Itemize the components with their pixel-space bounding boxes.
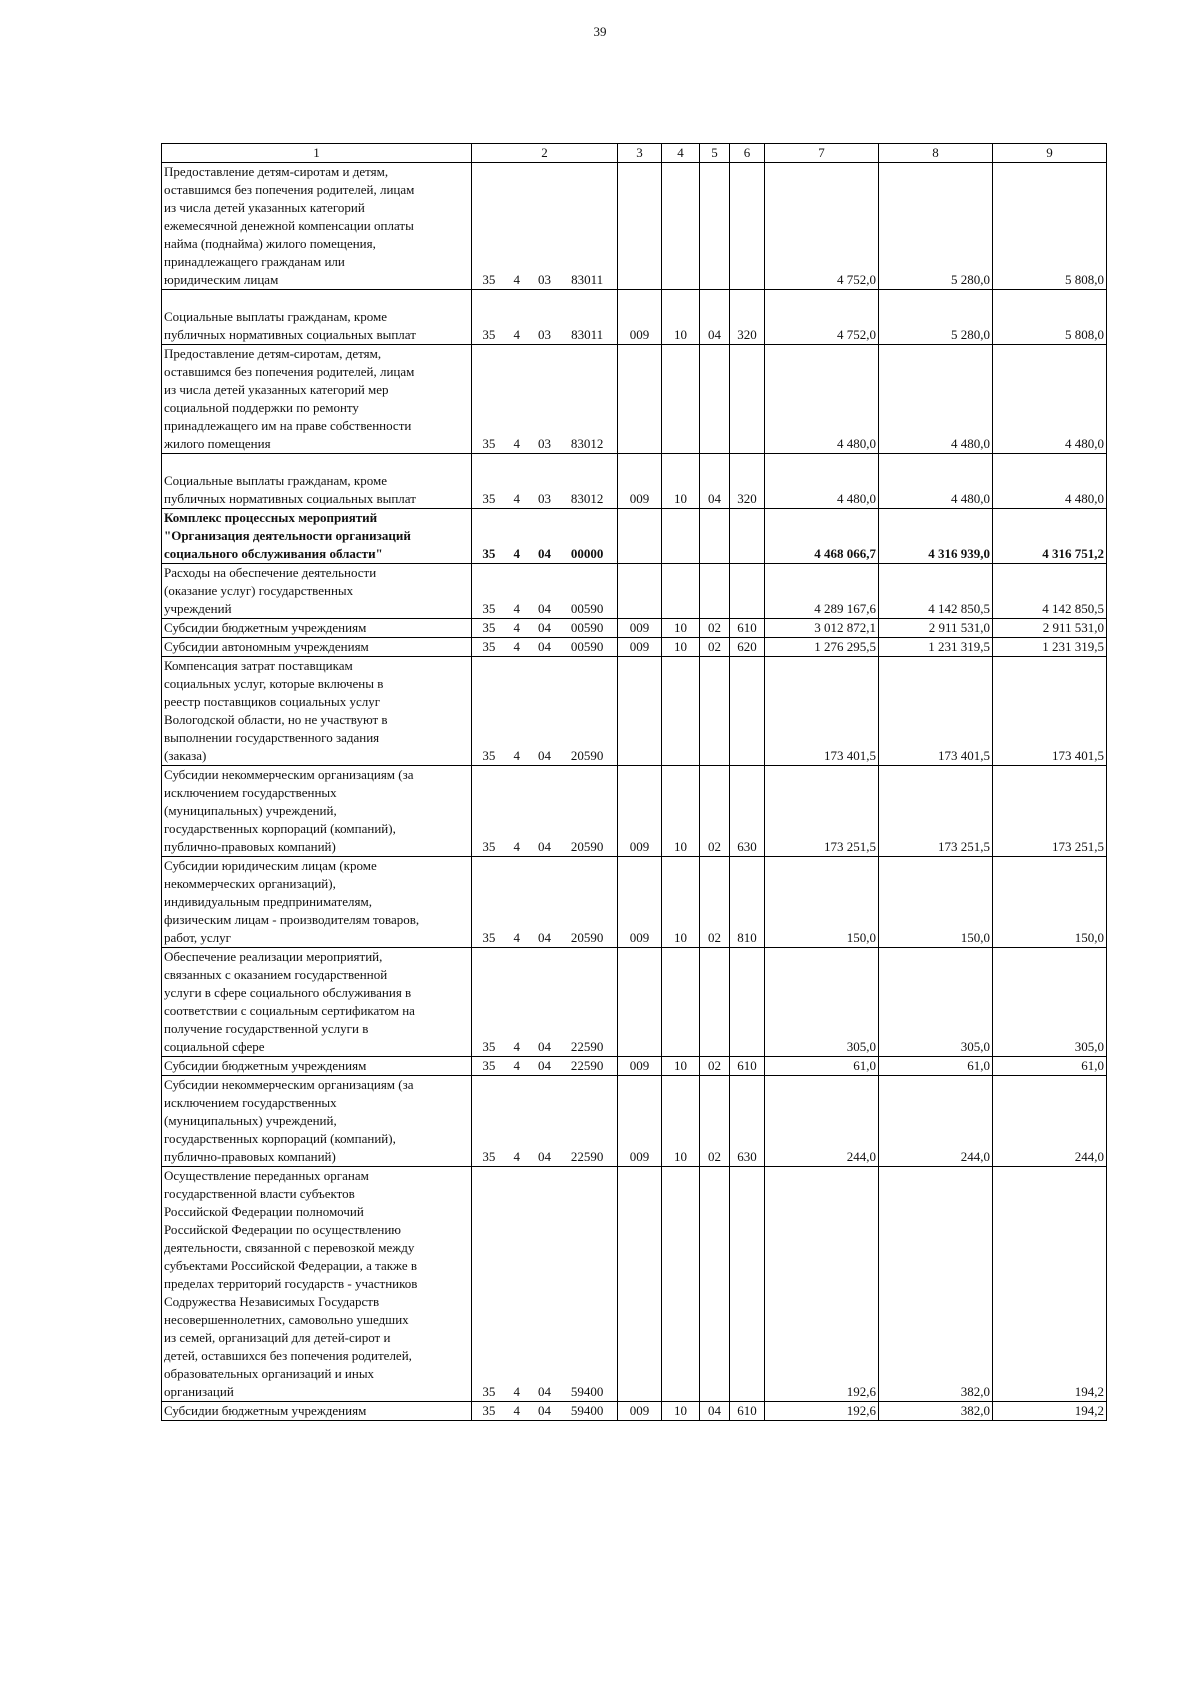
row-code — [472, 509, 618, 564]
row-col-8: 61,0 — [879, 1057, 993, 1076]
row-col-9: 150,0 — [993, 857, 1107, 948]
row-col-3 — [618, 948, 662, 1057]
row-code — [472, 766, 618, 857]
row-col-3: 009 — [618, 638, 662, 657]
code-part: 04 — [537, 1149, 551, 1164]
code-part: 4 — [513, 327, 520, 342]
row-col-8: 4 316 939,0 — [879, 509, 993, 564]
row-col-5: 02 — [700, 766, 730, 857]
code-parts — [474, 490, 615, 508]
row-code — [472, 1057, 618, 1076]
header-col-8: 8 — [879, 144, 993, 163]
row-name: Комплекс процессных мероприятий "Организация деятельности организаций социального обслуживания области" — [162, 509, 472, 564]
code-part: 59400 — [570, 1403, 604, 1418]
row-col-5: 02 — [700, 619, 730, 638]
code-part: 35 — [482, 1039, 496, 1054]
row-col-9: 305,0 — [993, 948, 1107, 1057]
row-col-3 — [618, 1167, 662, 1402]
row-col-4: 10 — [662, 454, 700, 509]
table-row — [162, 1076, 1107, 1167]
row-name: Осуществление переданных органам государственной власти субъектов Российской Федерации полномочий Российской Федерации по осуществлению деятельности, связанной с перевозкой между субъектами Российской Федерации, а также в пределах территорий государств - участников Содружества Независимых Государств несовершеннолетних, самовольно ушедших из семей, организаций для детей-сирот и детей, оставшихся без попечения родителей, образовательных организаций и иных организаций — [162, 1167, 472, 1402]
code-parts — [474, 638, 615, 656]
row-col-8: 382,0 — [879, 1167, 993, 1402]
code-part: 04 — [537, 1384, 551, 1399]
row-col-3: 009 — [618, 1076, 662, 1167]
row-col-9: 244,0 — [993, 1076, 1107, 1167]
row-col-6: 610 — [730, 1057, 765, 1076]
row-col-6 — [730, 657, 765, 766]
row-col-7: 61,0 — [765, 1057, 879, 1076]
row-code — [472, 619, 618, 638]
code-parts — [474, 929, 615, 947]
page-number: 39 — [593, 24, 607, 39]
code-part: 04 — [537, 1403, 551, 1418]
code-part: 03 — [537, 491, 551, 506]
code-part: 04 — [537, 546, 551, 561]
code-part: 83012 — [570, 436, 604, 451]
row-col-7: 173 401,5 — [765, 657, 879, 766]
row-col-4 — [662, 345, 700, 454]
row-code — [472, 564, 618, 619]
row-col-6 — [730, 345, 765, 454]
row-name: Социальные выплаты гражданам, кроме публичных нормативных социальных выплат — [162, 290, 472, 345]
row-col-4: 10 — [662, 1402, 700, 1421]
row-col-8: 5 280,0 — [879, 163, 993, 290]
row-col-8: 173 251,5 — [879, 766, 993, 857]
code-part: 59400 — [570, 1384, 604, 1399]
row-col-9: 2 911 531,0 — [993, 619, 1107, 638]
code-parts — [474, 1402, 615, 1420]
row-col-9: 4 480,0 — [993, 454, 1107, 509]
row-col-7: 244,0 — [765, 1076, 879, 1167]
code-part: 35 — [482, 639, 496, 654]
row-name: Субсидии бюджетным учреждениям — [162, 1402, 472, 1421]
row-col-7: 150,0 — [765, 857, 879, 948]
row-col-5: 02 — [700, 638, 730, 657]
table-row — [162, 857, 1107, 948]
code-part: 00590 — [570, 620, 604, 635]
row-col-8: 173 401,5 — [879, 657, 993, 766]
row-col-4 — [662, 509, 700, 564]
row-name: Субсидии автономным учреждениям — [162, 638, 472, 657]
code-part: 35 — [482, 748, 496, 763]
row-col-6: 810 — [730, 857, 765, 948]
row-code — [472, 638, 618, 657]
row-col-6: 320 — [730, 454, 765, 509]
row-col-6: 630 — [730, 766, 765, 857]
row-col-3: 009 — [618, 857, 662, 948]
row-col-4 — [662, 1167, 700, 1402]
code-part: 4 — [513, 639, 520, 654]
row-name: Расходы на обеспечение деятельности (оказание услуг) государственных учреждений — [162, 564, 472, 619]
row-col-3 — [618, 163, 662, 290]
row-col-3: 009 — [618, 290, 662, 345]
code-part: 4 — [513, 620, 520, 635]
code-parts — [474, 619, 615, 637]
code-part: 03 — [537, 436, 551, 451]
row-col-9: 4 316 751,2 — [993, 509, 1107, 564]
code-part: 83011 — [571, 327, 604, 342]
code-part: 4 — [513, 601, 520, 616]
row-col-5: 04 — [700, 290, 730, 345]
row-col-9: 4 480,0 — [993, 345, 1107, 454]
code-parts — [474, 1057, 615, 1075]
code-part: 20590 — [570, 748, 604, 763]
row-col-4: 10 — [662, 290, 700, 345]
row-col-8: 244,0 — [879, 1076, 993, 1167]
row-col-6 — [730, 1167, 765, 1402]
row-col-7: 305,0 — [765, 948, 879, 1057]
code-parts — [474, 838, 615, 856]
code-part: 03 — [537, 327, 551, 342]
code-part: 04 — [537, 1039, 551, 1054]
row-code — [472, 345, 618, 454]
row-code — [472, 857, 618, 948]
table-row — [162, 290, 1107, 345]
header-col-7: 7 — [765, 144, 879, 163]
code-part: 4 — [513, 1384, 520, 1399]
row-col-9: 61,0 — [993, 1057, 1107, 1076]
row-col-9: 1 231 319,5 — [993, 638, 1107, 657]
row-col-9: 194,2 — [993, 1167, 1107, 1402]
row-name: Субсидии бюджетным учреждениям — [162, 1057, 472, 1076]
code-parts — [474, 1038, 615, 1056]
code-part: 35 — [482, 1384, 496, 1399]
row-name: Субсидии некоммерческим организациям (за исключением государственных (муниципальных) учреждений, государственных корпораций (компаний), публично-правовых компаний) — [162, 766, 472, 857]
row-col-7: 4 752,0 — [765, 290, 879, 345]
row-col-4: 10 — [662, 619, 700, 638]
row-col-4: 10 — [662, 766, 700, 857]
table-row — [162, 638, 1107, 657]
budget-table — [161, 143, 1107, 1421]
code-part: 4 — [513, 748, 520, 763]
code-parts — [474, 600, 615, 618]
code-parts — [474, 545, 615, 563]
code-part: 22590 — [570, 1058, 604, 1073]
code-part: 4 — [513, 1058, 520, 1073]
code-parts — [474, 747, 615, 765]
header-col-4: 4 — [662, 144, 700, 163]
header-col-1: 1 — [162, 144, 472, 163]
code-part: 35 — [482, 491, 496, 506]
row-col-7: 4 468 066,7 — [765, 509, 879, 564]
row-col-9: 173 401,5 — [993, 657, 1107, 766]
table-row — [162, 163, 1107, 290]
code-part: 4 — [513, 272, 520, 287]
row-name: Социальные выплаты гражданам, кроме публичных нормативных социальных выплат — [162, 454, 472, 509]
code-part: 04 — [537, 930, 551, 945]
row-col-4 — [662, 948, 700, 1057]
row-name: Субсидии юридическим лицам (кроме некоммерческих организаций), индивидуальным предпринимателям, физическим лицам - производителям товаров, работ, услуг — [162, 857, 472, 948]
code-part: 00590 — [570, 601, 604, 616]
row-col-6: 610 — [730, 619, 765, 638]
row-col-5 — [700, 948, 730, 1057]
row-col-7: 4 289 167,6 — [765, 564, 879, 619]
code-parts — [474, 326, 615, 344]
code-part: 04 — [537, 748, 551, 763]
row-name: Обеспечение реализации мероприятий, связанных с оказанием государственной услуги в сфере социального обслуживания в соответствии с социальным сертификатом на получение государственной услуги в социальной сфере — [162, 948, 472, 1057]
row-col-7: 1 276 295,5 — [765, 638, 879, 657]
table-row — [162, 657, 1107, 766]
table-row — [162, 766, 1107, 857]
row-col-7: 4 480,0 — [765, 345, 879, 454]
row-name: Субсидии бюджетным учреждениям — [162, 619, 472, 638]
code-part: 00590 — [570, 639, 604, 654]
row-name: Субсидии некоммерческим организациям (за исключением государственных (муниципальных) учреждений, государственных корпораций (компаний), публично-правовых компаний) — [162, 1076, 472, 1167]
code-part: 35 — [482, 327, 496, 342]
table-row — [162, 1167, 1107, 1402]
code-part: 35 — [482, 272, 496, 287]
code-part: 83012 — [570, 491, 604, 506]
row-col-8: 2 911 531,0 — [879, 619, 993, 638]
row-col-3 — [618, 509, 662, 564]
row-col-7: 173 251,5 — [765, 766, 879, 857]
row-col-5 — [700, 345, 730, 454]
code-part: 83011 — [571, 272, 604, 287]
row-col-8: 382,0 — [879, 1402, 993, 1421]
row-col-3 — [618, 345, 662, 454]
row-col-5: 02 — [700, 1076, 730, 1167]
row-col-6: 610 — [730, 1402, 765, 1421]
row-col-8: 4 142 850,5 — [879, 564, 993, 619]
row-col-5 — [700, 163, 730, 290]
row-col-7: 192,6 — [765, 1402, 879, 1421]
row-col-6: 630 — [730, 1076, 765, 1167]
row-col-5: 04 — [700, 1402, 730, 1421]
row-col-5 — [700, 1167, 730, 1402]
row-col-6: 320 — [730, 290, 765, 345]
row-col-8: 150,0 — [879, 857, 993, 948]
code-part: 35 — [482, 1149, 496, 1164]
row-col-3: 009 — [618, 1057, 662, 1076]
row-col-5 — [700, 657, 730, 766]
code-part: 22590 — [570, 1149, 604, 1164]
row-col-4: 10 — [662, 1076, 700, 1167]
row-col-3 — [618, 564, 662, 619]
row-code — [472, 290, 618, 345]
row-col-8: 1 231 319,5 — [879, 638, 993, 657]
row-col-4: 10 — [662, 638, 700, 657]
row-col-4: 10 — [662, 1057, 700, 1076]
row-col-8: 305,0 — [879, 948, 993, 1057]
row-col-4: 10 — [662, 857, 700, 948]
code-part: 20590 — [570, 930, 604, 945]
code-part: 35 — [482, 436, 496, 451]
row-code — [472, 163, 618, 290]
code-part: 4 — [513, 436, 520, 451]
row-col-7: 192,6 — [765, 1167, 879, 1402]
code-parts — [474, 435, 615, 453]
row-code — [472, 657, 618, 766]
code-part: 35 — [482, 1058, 496, 1073]
code-part: 35 — [482, 601, 496, 616]
code-part: 22590 — [570, 1039, 604, 1054]
table-row — [162, 1057, 1107, 1076]
row-col-4 — [662, 564, 700, 619]
row-col-4 — [662, 163, 700, 290]
row-col-9: 173 251,5 — [993, 766, 1107, 857]
row-col-3: 009 — [618, 454, 662, 509]
code-part: 04 — [537, 601, 551, 616]
row-name: Предоставление детям-сиротам и детям, оставшимся без попечения родителей, лицам из числа детей указанных категорий ежемесячной денежной компенсации оплаты найма (поднайма) жилого помещения, принадлежащего гражданам или юридическим лицам — [162, 163, 472, 290]
table-row — [162, 1402, 1107, 1421]
code-part: 4 — [513, 1403, 520, 1418]
code-part: 4 — [513, 491, 520, 506]
row-col-8: 5 280,0 — [879, 290, 993, 345]
header-row — [162, 144, 1107, 163]
row-col-5 — [700, 509, 730, 564]
row-col-8: 4 480,0 — [879, 345, 993, 454]
code-part: 04 — [537, 620, 551, 635]
row-name: Предоставление детям-сиротам, детям, оставшимся без попечения родителей, лицам из числа детей указанных категорий мер социальной поддержки по ремонту принадлежащего им на праве собственности жилого помещения — [162, 345, 472, 454]
row-col-9: 5 808,0 — [993, 163, 1107, 290]
row-col-7: 3 012 872,1 — [765, 619, 879, 638]
code-part: 4 — [513, 930, 520, 945]
row-col-6 — [730, 564, 765, 619]
row-code — [472, 454, 618, 509]
row-name: Компенсация затрат поставщикам социальных услуг, которые включены в реестр поставщиков социальных услуг Вологодской области, но не участвуют в выполнении государственного задания (заказа) — [162, 657, 472, 766]
row-col-6 — [730, 163, 765, 290]
row-col-9: 194,2 — [993, 1402, 1107, 1421]
row-col-3: 009 — [618, 1402, 662, 1421]
code-part: 00000 — [570, 546, 604, 561]
row-col-3: 009 — [618, 766, 662, 857]
code-part: 4 — [513, 839, 520, 854]
row-col-7: 4 480,0 — [765, 454, 879, 509]
row-col-9: 4 142 850,5 — [993, 564, 1107, 619]
code-part: 20590 — [570, 839, 604, 854]
code-part: 04 — [537, 639, 551, 654]
row-col-5: 02 — [700, 857, 730, 948]
row-code — [472, 1167, 618, 1402]
table-row — [162, 619, 1107, 638]
row-col-4 — [662, 657, 700, 766]
code-part: 35 — [482, 1403, 496, 1418]
code-parts — [474, 1148, 615, 1166]
row-col-5: 02 — [700, 1057, 730, 1076]
header-col-3: 3 — [618, 144, 662, 163]
code-part: 4 — [513, 1039, 520, 1054]
table-row — [162, 509, 1107, 564]
code-part: 35 — [482, 546, 496, 561]
row-col-5: 04 — [700, 454, 730, 509]
row-code — [472, 1076, 618, 1167]
code-part: 4 — [513, 546, 520, 561]
table-row — [162, 345, 1107, 454]
table-row — [162, 948, 1107, 1057]
row-col-8: 4 480,0 — [879, 454, 993, 509]
row-col-7: 4 752,0 — [765, 163, 879, 290]
code-part: 35 — [482, 620, 496, 635]
row-col-3 — [618, 657, 662, 766]
row-col-9: 5 808,0 — [993, 290, 1107, 345]
header-col-2: 2 — [472, 144, 618, 163]
table-row — [162, 564, 1107, 619]
code-part: 35 — [482, 839, 496, 854]
code-parts — [474, 1383, 615, 1401]
row-col-3: 009 — [618, 619, 662, 638]
row-col-6 — [730, 509, 765, 564]
table-row — [162, 454, 1107, 509]
code-part: 04 — [537, 839, 551, 854]
code-parts — [474, 271, 615, 289]
header-col-6: 6 — [730, 144, 765, 163]
row-code — [472, 948, 618, 1057]
row-col-5 — [700, 564, 730, 619]
code-part: 03 — [537, 272, 551, 287]
row-code — [472, 1402, 618, 1421]
header-col-5: 5 — [700, 144, 730, 163]
code-part: 35 — [482, 930, 496, 945]
code-part: 04 — [537, 1058, 551, 1073]
code-part: 4 — [513, 1149, 520, 1164]
header-col-9: 9 — [993, 144, 1107, 163]
row-col-6 — [730, 948, 765, 1057]
row-col-6: 620 — [730, 638, 765, 657]
